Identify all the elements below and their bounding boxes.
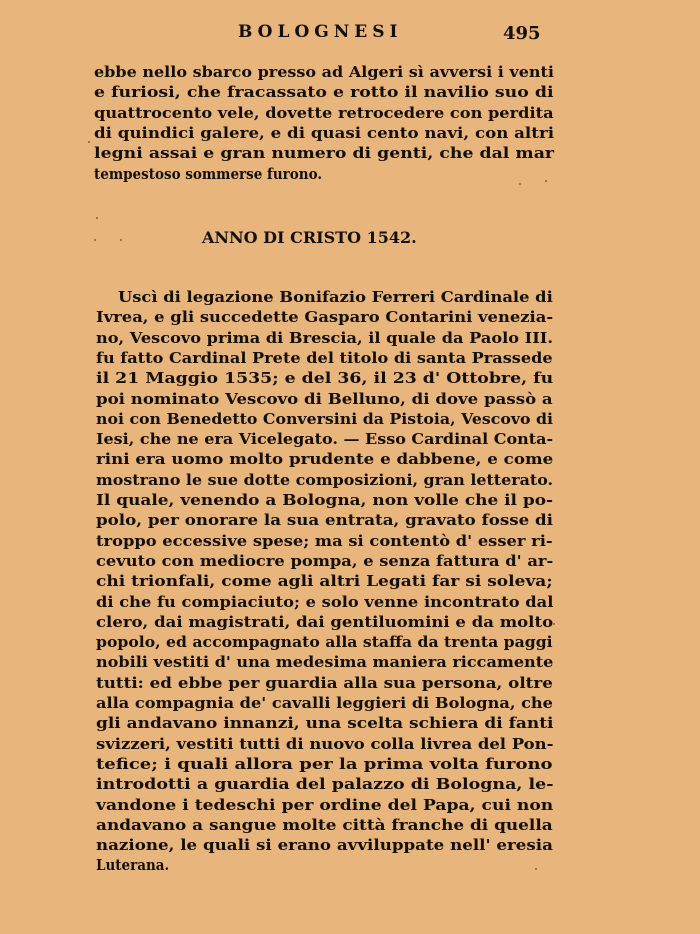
speck	[545, 180, 547, 182]
text-line: di che fu compiaciuto; e solo venne incontrato dal	[96, 592, 554, 611]
text-line: legni assai e gran numero di genti, che dal mar	[94, 144, 555, 163]
text-line: Ivrea, e gli succedette Gasparo Contarini venezia-	[96, 308, 554, 327]
text-line: mostrano le sue dotte composizioni, gran letterato.	[96, 470, 554, 489]
text-line: e furiosi, che fracassato e rotto il navilio suo di	[94, 83, 554, 102]
text-line: introdotti a guardia del palazzo di Bologna, le-	[96, 775, 554, 794]
text-line: Il quale, venendo a Bologna, non volle che il po-	[96, 491, 554, 509]
text-line: ebbe nello sbarco presso ad Algeri sì avversi i venti	[94, 63, 555, 81]
text-line: svizzeri, vestiti tutti di nuovo colla livrea del Pon-	[96, 734, 554, 753]
text-line: polo, per onorare la sua entrata, gravato fosse di	[96, 511, 554, 530]
text-line: rini era uomo molto prudente e dabbene, e come	[96, 450, 554, 469]
speck	[120, 239, 122, 241]
text-line: quattrocento vele, dovette retrocedere con perdita	[94, 103, 554, 122]
text-line: tefice; i quali allora per la prima volta furono	[96, 754, 553, 773]
text-line: Luterana.	[96, 856, 170, 875]
text-line: gli andavano innanzi, una scelta schiera di fanti	[96, 714, 554, 733]
text-line: il 21 Maggio 1535; e del 36, il 23 d' Ottobre, fu	[96, 369, 554, 388]
section-heading: ANNO DI CRISTO 1542.	[202, 228, 417, 247]
text-line: tempestoso sommerse furono.	[94, 164, 323, 183]
speck	[535, 868, 537, 870]
text-line: vandone i tedeschi per ordine del Papa, cui non	[96, 795, 554, 814]
speck	[519, 183, 521, 185]
text-line: popolo, ed accompagnato alla staffa da trenta paggi	[96, 633, 553, 652]
text-line: andavano a sangue molte città franche di quella	[96, 815, 553, 834]
text-line: nobili vestiti d' una medesima maniera riccamente	[96, 653, 554, 672]
text-line: fu fatto Cardinal Prete del titolo di santa Prassede	[96, 348, 553, 367]
text-line: noi con Benedetto Conversini da Pistoia, Vescovo di	[96, 409, 554, 428]
text-line: no, Vescovo prima di Brescia, il quale da Paolo III.	[96, 328, 553, 347]
text-line: alla compagnia de' cavalli leggieri di Bologna, che	[96, 694, 553, 712]
text-line: Iesi, che ne era Vicelegato. — Esso Cardinal Conta-	[96, 430, 554, 449]
text-line: Uscì di legazione Bonifazio Ferreri Cardinale di	[118, 288, 553, 306]
text-line: tutti: ed ebbe per guardia alla sua persona, oltre	[96, 673, 553, 692]
text-line: di quindici galere, e di quasi cento navi, con altri	[94, 123, 555, 142]
speck	[553, 623, 555, 625]
text-line: nazione, le quali si erano avviluppate nell' eresia	[96, 836, 553, 855]
text-line: troppo eccessive spese; ma si contentò d' esser ri-	[96, 531, 553, 550]
text-line: poi nominato Vescovo di Belluno, di dove passò a	[96, 389, 553, 408]
speck	[88, 141, 90, 143]
page-number: 495	[503, 23, 541, 44]
text-line: chi trionfali, come agli altri Legati far si soleva;	[96, 572, 553, 591]
text-line: cevuto con mediocre pompa, e senza fattura d' ar-	[96, 551, 554, 570]
running-head: BOLOGNESI	[238, 22, 403, 42]
text-line: clero, dai magistrati, dai gentiluomini e da molto	[96, 612, 554, 631]
speck	[94, 239, 96, 241]
speck	[96, 217, 98, 219]
